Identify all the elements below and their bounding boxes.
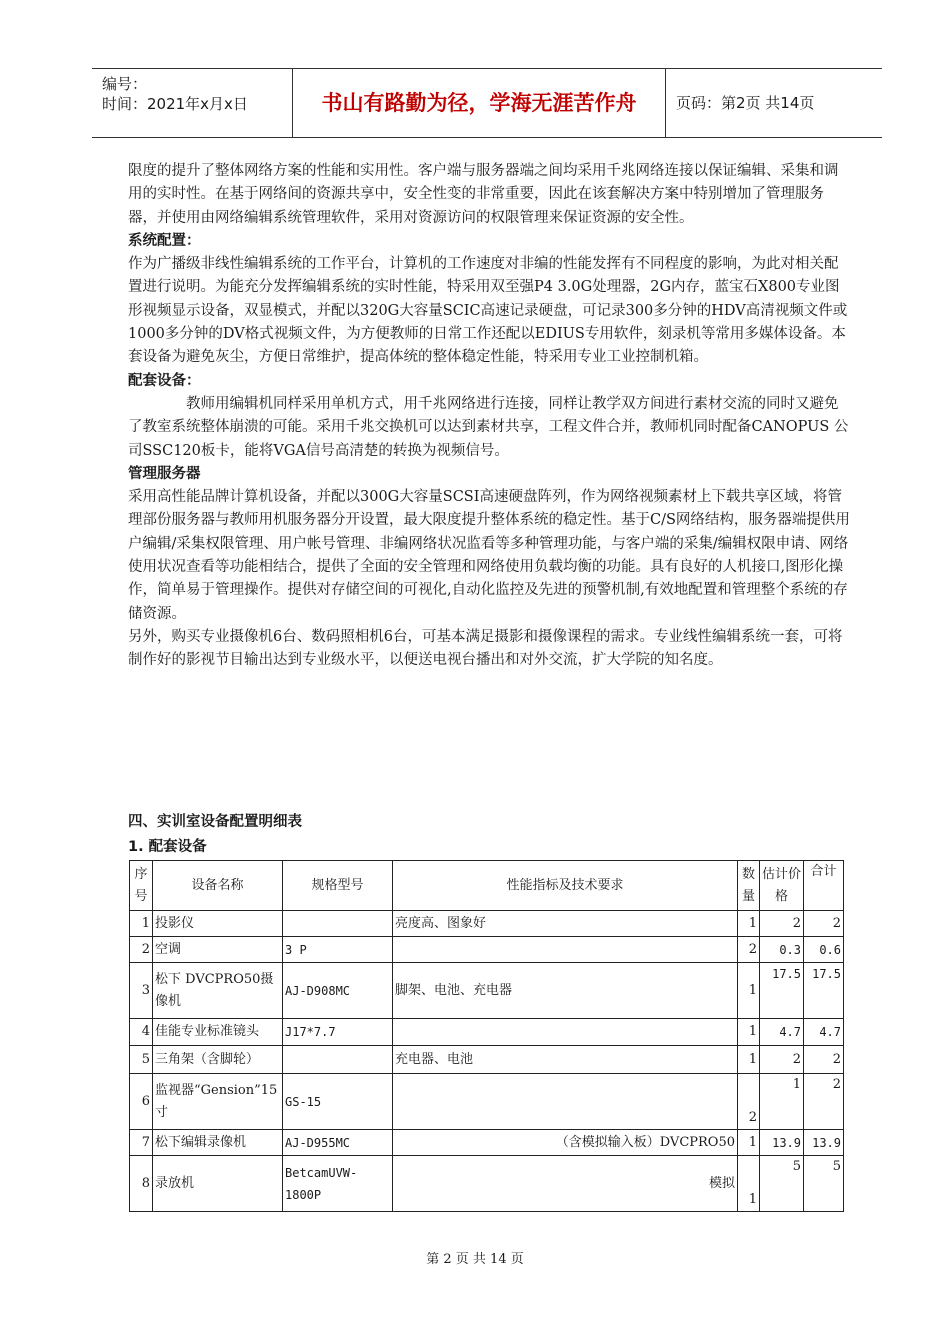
cell-spec: 脚架、电池、充电器 (393, 963, 738, 1019)
table-row (130, 963, 844, 1019)
cell-no: 6 (130, 1074, 153, 1130)
header-spec: 性能指标及技术要求 (393, 861, 738, 911)
cell-price: 4.7 (760, 1019, 804, 1046)
page-footer: 第 2 页 共 14 页 (426, 1252, 524, 1267)
cell-model: J17*7.7 (283, 1019, 393, 1046)
cell-qty: 2 (738, 1074, 760, 1130)
cell-qty: 2 (738, 937, 760, 963)
cell-price: 13.9 (760, 1130, 804, 1156)
cell-total: 5 (804, 1156, 844, 1212)
header-meta (92, 69, 292, 137)
cell-model (283, 1046, 393, 1074)
cell-price: 2 (760, 1046, 804, 1074)
cell-price: 0.3 (760, 937, 804, 963)
table-row (130, 1156, 844, 1212)
cell-total: 0.6 (804, 937, 844, 963)
cell-qty: 1 (738, 1130, 760, 1156)
cell-name: 录放机 (153, 1156, 283, 1212)
heading-support-equipment: 配套设备： (128, 372, 201, 389)
cell-model: AJ-D908MC (283, 963, 393, 1019)
cell-qty: 1 (738, 1046, 760, 1074)
header-total: 合计 (804, 861, 844, 911)
header-no: 序号 (130, 861, 153, 911)
paragraph-management-server: 采用高性能品牌计算机设备，并配以300G大容量SCSI高速硬盘阵列，作为网络视频素材上下载共享区域，将管理部份服务器与教师用机服务器分开设置，最大限度提升整体系统的稳定性。基于C/S网络结构，服务器端提供用户编辑/采集权限管理、用户帐号管理、非编网络状况监看等多种管理功能，与客户端的采集/编辑权限申请、网络使用状况查看等功能相结合，提供了全面的安全管理和网络使用负载均衡的功能。具有良好的人机接口,图形化操作，简单易于管理操作。提供对存储空间的可视化,自动化监控及先进的预警机制,有效地配置和管理整个系统的存储资源。 (128, 489, 850, 622)
table-header-row (130, 861, 844, 911)
cell-qty: 1 (738, 911, 760, 937)
cell-no: 2 (130, 937, 153, 963)
equipment-table (129, 860, 844, 1212)
cell-spec (393, 1074, 738, 1130)
table-row (130, 911, 844, 937)
cell-price: 17.5 (760, 963, 804, 1019)
header-qty: 数量 (738, 861, 760, 911)
cell-model: GS-15 (283, 1074, 393, 1130)
header-model: 规格型号 (283, 861, 393, 911)
table-row (130, 1074, 844, 1130)
table-row (130, 1019, 844, 1046)
header-divider (665, 69, 666, 137)
document-body (128, 160, 850, 673)
cell-no: 5 (130, 1046, 153, 1074)
paragraph-support-equipment: 教师用编辑机同样采用单机方式，用千兆网络进行连接，同样让教学双方间进行素材交流的同时又避免了教室系统整体崩溃的可能。采用千兆交换机可以达到素材共享，工程文件合并，教师机同时配备CANOPUS 公司SSC120板卡，能将VGA信号高清楚的转换为视频信号。 (128, 395, 849, 459)
table-row (130, 1046, 844, 1074)
cell-model: 3 P (283, 937, 393, 963)
cell-spec: （含模拟输入板）DVCPRO50 (393, 1130, 738, 1156)
cell-name: 投影仪 (153, 911, 283, 937)
table-row (130, 937, 844, 963)
page-header (92, 68, 882, 138)
cell-spec: 亮度高、图象好 (393, 911, 738, 937)
cell-total: 2 (804, 1046, 844, 1074)
section-title: 四、实训室设备配置明细表 (128, 814, 302, 830)
cell-name: 空调 (153, 937, 283, 963)
cell-name: 监视器“Gension”15寸 (153, 1074, 283, 1130)
cell-name: 松下编辑录像机 (153, 1130, 283, 1156)
cell-price: 1 (760, 1074, 804, 1130)
cell-total: 17.5 (804, 963, 844, 1019)
cell-qty: 1 (738, 1156, 760, 1212)
heading-system-config: 系统配置： (128, 232, 201, 249)
cell-no: 1 (130, 911, 153, 937)
cell-spec (393, 937, 738, 963)
cell-spec (393, 1019, 738, 1046)
cell-name: 三角架（含脚轮） (153, 1046, 283, 1074)
cell-spec: 充电器、电池 (393, 1046, 738, 1074)
section-subtitle: 1. 配套设备 (128, 839, 207, 855)
cell-spec: 模拟 (393, 1156, 738, 1212)
paragraph-intro: 限度的提升了整体网络方案的性能和实用性。客户端与服务器端之间均采用千兆网络连接以保证编辑、采集和调用的实时性。在基于网络间的资源共享中，安全性变的非常重要，因此在该套解决方案中特别增加了管理服务器，并使用由网络编辑系统管理软件，采用对资源访问的权限管理来保证资源的安全性。 (128, 163, 839, 226)
header-motto: 书山有路勤为径，学海无涯苦作舟 (321, 91, 637, 115)
cell-model (283, 911, 393, 937)
header-price: 估计价格 (760, 861, 804, 911)
cell-total: 4.7 (804, 1019, 844, 1046)
cell-name: 松下 DVCPRO50摄像机 (153, 963, 283, 1019)
cell-total: 2 (804, 1074, 844, 1130)
header-id-label: 编号： (102, 75, 148, 93)
cell-no: 3 (130, 963, 153, 1019)
heading-management-server: 管理服务器 (128, 465, 201, 482)
cell-total: 13.9 (804, 1130, 844, 1156)
cell-no: 4 (130, 1019, 153, 1046)
cell-price: 2 (760, 911, 804, 937)
paragraph-additional: 另外，购买专业摄像机6台、数码照相机6台，可基本满足摄影和摄像课程的需求。专业线性编辑系统一套，可将制作好的影视节目输出达到专业级水平，以便送电视台播出和对外交流，扩大学院的知名度。 (128, 628, 843, 669)
cell-price: 5 (760, 1156, 804, 1212)
header-page-label: 页码：第2页 共14页 (676, 94, 815, 112)
header-name: 设备名称 (153, 861, 283, 911)
cell-qty: 1 (738, 963, 760, 1019)
cell-model: BetcamUVW-1800P (283, 1156, 393, 1212)
cell-name: 佳能专业标准镜头 (153, 1019, 283, 1046)
cell-no: 7 (130, 1130, 153, 1156)
cell-total: 2 (804, 911, 844, 937)
paragraph-system-config: 作为广播级非线性编辑系统的工作平台，计算机的工作速度对非编的性能发挥有不同程度的影响，为此对相关配置进行说明。为能充分发挥编辑系统的实时性能，特采用双至强P4 3.0G处理器，2G内存，蓝宝石X800专业图形视频显示设备，双显模式，并配以320G大容量SCIC高速记录硬盘，可记录300多分钟的HDV高清视频文件或1000多分钟的DV格式视频文件，为方便教师的日常工作还配以EDIUS专用软件，刻录机等常用多媒体设备。本套设备为避免灰尘，方便日常维护，提高体统的整体稳定性能，特采用专业工业控制机箱。 (128, 256, 848, 366)
table-row (130, 1130, 844, 1156)
cell-no: 8 (130, 1156, 153, 1212)
cell-model: AJ-D955MC (283, 1130, 393, 1156)
cell-qty: 1 (738, 1019, 760, 1046)
header-time-label: 时间：2021年x月x日 (102, 95, 248, 113)
